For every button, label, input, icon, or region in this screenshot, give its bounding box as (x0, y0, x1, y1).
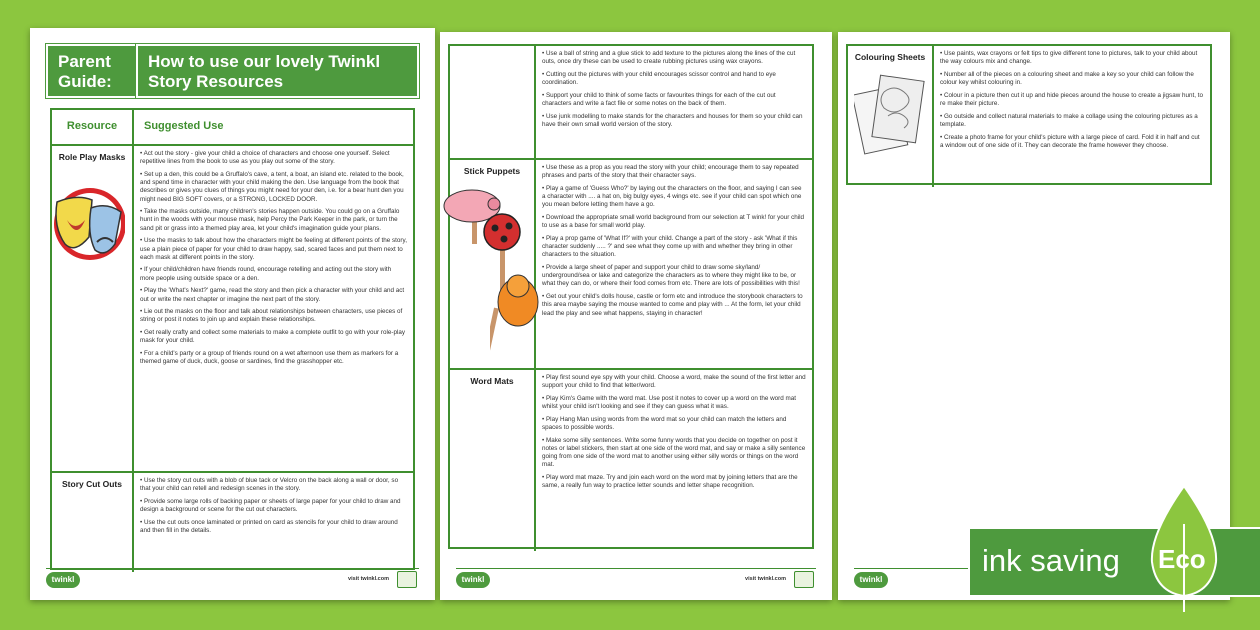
row-content (536, 160, 812, 368)
badge-icon (794, 571, 814, 588)
list-item: • Take the masks outside, many children's stories happen outside. You could go on a Gruffalo hunt in the woods with your mouse mask, help Percy the Park Keeper in the park, or turn the sand pit or grass into a themed play area, let your child's imagination guide your plans. (140, 208, 407, 233)
twinkl-logo: twinkl (456, 572, 490, 588)
col-header-suggested-use: Suggested Use (144, 120, 224, 132)
row-content (536, 370, 812, 551)
list-item: • Set up a den, this could be a Gruffalo's cave, a tent, a boat, an island etc. related to the book, and spend time in character with your child making the den. Use language from the book that describes or gives you clues of things you might need for your den, i.e. for a bear hunt den you might need BIG SOFT covers, or a STRONG, LOCKED DOOR. (140, 171, 407, 204)
ink-saving-text: ink saving (982, 543, 1120, 578)
header-title (136, 44, 419, 98)
list-item: • Use the cut outs once laminated or printed on card as stencils for your child to draw around and then fill in the details. (140, 519, 407, 535)
list-item: • Lie out the masks on the floor and talk about relationships between characters, use pieces of string or post it notes to join up and explain these relationships. (140, 308, 407, 324)
resource-table-2 (448, 44, 814, 549)
list-item: • Number all of the pieces on a colouring sheet and make a key so your child can follow the colour key whilst colouring in. (940, 71, 1204, 87)
eco-label: Eco (1158, 544, 1206, 574)
resource-table-3 (846, 44, 1212, 185)
list-item: • Play a prop game of 'What If?' with your child. Change a part of the story - ask 'What if this character suddenly ..... ?' and see what they come up with and whether they bring in other characters to the situation. (542, 235, 806, 260)
resource-table-1 (50, 108, 415, 570)
list-item: • Download the appropriate small world background from our selection at T wink! for your child to use as a base for small world play. (542, 214, 806, 230)
twinkl-logo: twinkl (46, 572, 80, 588)
list-item: • Play word mat maze. Try and join each word on the word mat by joining letters that are the same, a really fun way to practice letter sounds and letter shape recognition. (542, 474, 806, 490)
row-label: Story Cut Outs (62, 479, 122, 489)
list-item: • Play Hang Man using words from the word mat so your child can match the letters and spaces to possible words. (542, 416, 806, 432)
list-item: • Play a game of 'Guess Who?' by laying out the characters on the floor, and saying I can see a character with .... a hat on, big bulgy eyes, 4 wings etc. see if your child can spot which one you mean before letting them have a go. (542, 185, 806, 210)
list-item: • Go outside and collect natural materials to make a collage using the colouring pictures as a template. (940, 113, 1204, 129)
visit-link[interactable]: visit twinkl.com (745, 576, 786, 582)
list-item: • Use paints, wax crayons or felt tips to give different tone to pictures, talk to your child about the way colours mix and change. (940, 50, 1204, 66)
col-header-resource: Resource (66, 120, 118, 132)
visit-link[interactable]: visit twinkl.com (348, 576, 389, 582)
table-row-word-mats (450, 368, 812, 551)
table-row-cut-outs-continued (450, 46, 812, 158)
row-label: Role Play Masks (58, 152, 126, 162)
list-item: • Use a ball of string and a glue stick to add texture to the pictures along the lines of the cut outs, once dry these can be used to create rubbing pictures using wax crayons. (542, 50, 806, 66)
page-footer (46, 568, 419, 590)
row-content (536, 46, 812, 158)
cat-puppet-image (490, 272, 542, 372)
list-item: • Colour in a picture then cut it up and hide pieces around the house to create a jigsaw hunt, to re make their picture. (940, 92, 1204, 108)
row-content (134, 146, 413, 471)
list-item: • Support your child to think of some facts or favourites things for each of the cut out characters and write a fact file or some notes on the back of them. (542, 92, 806, 108)
row-content (934, 46, 1210, 187)
theatre-masks-image (47, 182, 125, 266)
list-item: • Act out the story - give your child a choice of characters and choose one yourself. Select repetitive lines from the book to use as you play out some of the story. (140, 150, 407, 166)
page-1 (30, 28, 435, 600)
list-item: • Provide some large rolls of backing paper or sheets of large paper for your child to draw and design a background or scene for the cut out characters. (140, 498, 407, 514)
list-item: • For a child's party or a group of friends round on a wet afternoon use them as markers for a themed game of duck, duck, goose or sardines, find the grasshopper etc. (140, 350, 407, 366)
list-item: • Use junk modelling to make stands for the characters and houses for them so your child can have their own small world version of the story. (542, 113, 806, 129)
table-row-colouring-sheets (848, 46, 1210, 187)
header-left-text: Parent Guide: (58, 52, 112, 91)
row-label: Colouring Sheets (854, 52, 926, 62)
badge-icon (397, 571, 417, 588)
page-footer (456, 568, 816, 590)
list-item: • Provide a large sheet of paper and support your child to draw some sky/land/ underground/sea or lake and categorize the characters as to where they might like to be, or what they can do, or where their food comes from etc. There are lots of possibilities with this! (542, 264, 806, 289)
row-label: Stick Puppets (463, 166, 521, 176)
list-item: • Create a photo frame for your child's picture with a large piece of card. Fold it in half and cut a window out of one side of it. They can decorate the frame however they choose. (940, 134, 1204, 150)
list-item: • Use these as a prop as you read the story with your child; encourage them to say repeated phrases and parts of the story that their character says. (542, 164, 806, 180)
colouring-sheets-image (854, 72, 926, 162)
list-item: • Use the masks to talk about how the characters might be feeling at different points of the story, use a plain piece of paper for your child to draw happy, sad, scared faces and put them next to each mask at different points in the story. (140, 237, 407, 262)
table-row-story-cut-outs (52, 471, 413, 572)
row-content (134, 473, 413, 572)
list-item: • Use the story cut outs with a blob of blue tack or Velcro on the back along a wall or door, so that your child can retell and redesign scenes in the story. (140, 477, 407, 493)
table-row-stick-puppets (450, 158, 812, 368)
table-row-role-play-masks (52, 144, 413, 471)
list-item: • Make some silly sentences. Write some funny words that you decide on together on post it notes or label stickers, then start at one side of the word mat, and say or make a silly sentence going from one side of the word mat to another using either silly words or things on the word mat. (542, 437, 806, 470)
table-header-row (52, 110, 413, 144)
list-item: • Get really crafty and collect some materials to make a complete outfit to go with your role-play mask for your child. (140, 329, 407, 345)
list-item: • If your child/children have friends round, encourage retelling and acting out the story with more people using outside space or a den. (140, 266, 407, 282)
list-item: • Cutting out the pictures with your child encourages scissor control and hand to eye coordination. (542, 71, 806, 87)
page-2 (440, 32, 832, 600)
list-item: • Play Kim's Game with the word mat. Use post it notes to cover up a word on the word mat whilst your child isn't looking and see if they can guess what it was. (542, 395, 806, 411)
list-item: • Get out your child's dolls house, castle or form etc and introduce the storybook characters to this area maybe saying the mouse wanted to come and play with ... At the form, let your child lead the play and see what happens, staying in character! (542, 293, 806, 318)
row-label: Word Mats (470, 376, 514, 386)
row-label (450, 46, 534, 52)
header-parent-guide (46, 44, 138, 98)
list-item: • Play the 'What's Next?' game, read the story and then pick a character with your child and act out or write the next chapter or imagine the next part of the story. (140, 287, 407, 303)
list-item: • Play first sound eye spy with your child. Choose a word, make the sound of the first letter and support your child to find that letter/word. (542, 374, 806, 390)
twinkl-logo: twinkl (854, 572, 888, 588)
header-title-text: How to use our lovely Twinkl Story Resources (148, 52, 381, 91)
